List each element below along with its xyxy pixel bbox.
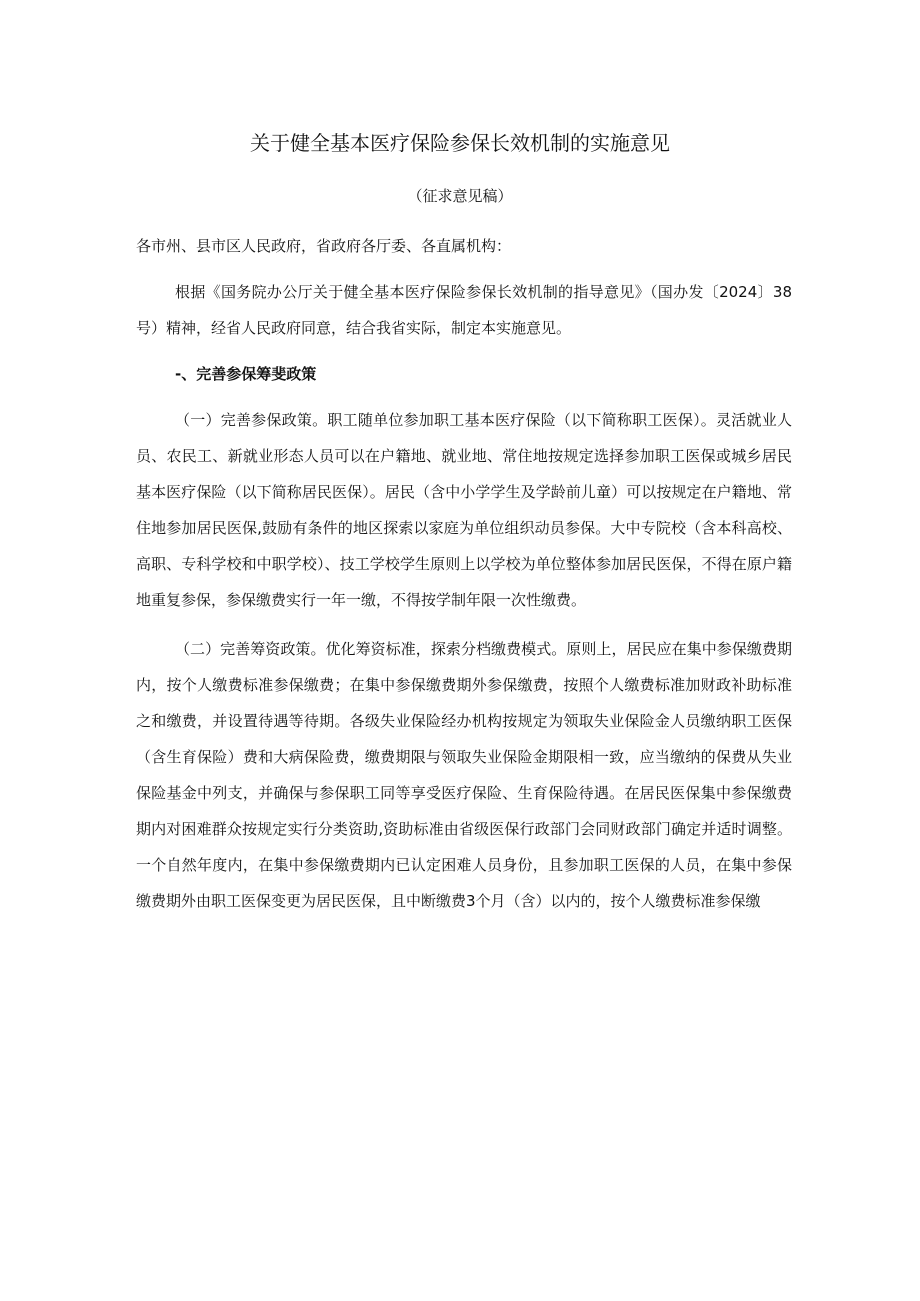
addressee-line: 各市州、县市区人民政府，省政府各厅委、各直属机构： <box>136 237 512 255</box>
document-title: 关于健全基本医疗保险参保长效机制的实施意见 <box>250 131 670 155</box>
document-subtitle: （征求意见稿） <box>407 187 513 205</box>
intro-paragraph: 根据《国务院办公厅关于健全基本医疗保险参保长效机制的指导意见》（国办发〔2024〕38号）精神，经省人民政府同意，结合我省实际，制定本实施意见。 <box>136 283 792 337</box>
paragraph-1: （一）完善参保政策。职工随单位参加职工基本医疗保险（以下简称职工医保）。灵活就业人员、农民工、新就业形态人员可以在户籍地、就业地、常住地按规定选择参加职工医保或城乡居民基本医疗保险（以下简称居民医保）。居民（含中小学学生及学龄前儿童）可以按规定在户籍地、常住地参加居民医保,鼓励有条件的地区探索以家庭为单位组织动员参保。大中专院校（含本科高校、高职、专科学校和中职学校）、技工学校学生原则上以学校为单位整体参加居民医保，不得在原户籍地重复参保，参保缴费实行一年一缴，不得按学制年限一次性缴费。 <box>136 411 792 609</box>
paragraph-2: （二）完善筹资政策。优化筹资标准，探索分档缴费模式。原则上，居民应在集中参保缴费期内，按个人缴费标准参保缴费；在集中参保缴费期外参保缴费，按照个人缴费标准加财政补助标准之和缴费，并设置待遇等待期。各级失业保险经办机构按规定为领取失业保险金人员缴纳职工医保（含生育保险）费和大病保险费，缴费期限与领取失业保险金期限相一致，应当缴纳的保费从失业保险基金中列支，并确保与参保职工同等享受医疗保险、生育保险待遇。在居民医保集中参保缴费期内对困难群众按规定实行分类资助,资助标准由省级医保行政部门会同财政部门确定并适时调整。一个自然年度内，在集中参保缴费期内已认定困难人员身份，且参加职工医保的人员，在集中参保缴费期外由职工医保变更为居民医保，且中断缴费3个月（含）以内的，按个人缴费标准参保缴 <box>136 640 792 910</box>
document-body <box>136 228 792 919</box>
section-heading: -、完善参保筹斐政策 <box>175 365 317 383</box>
